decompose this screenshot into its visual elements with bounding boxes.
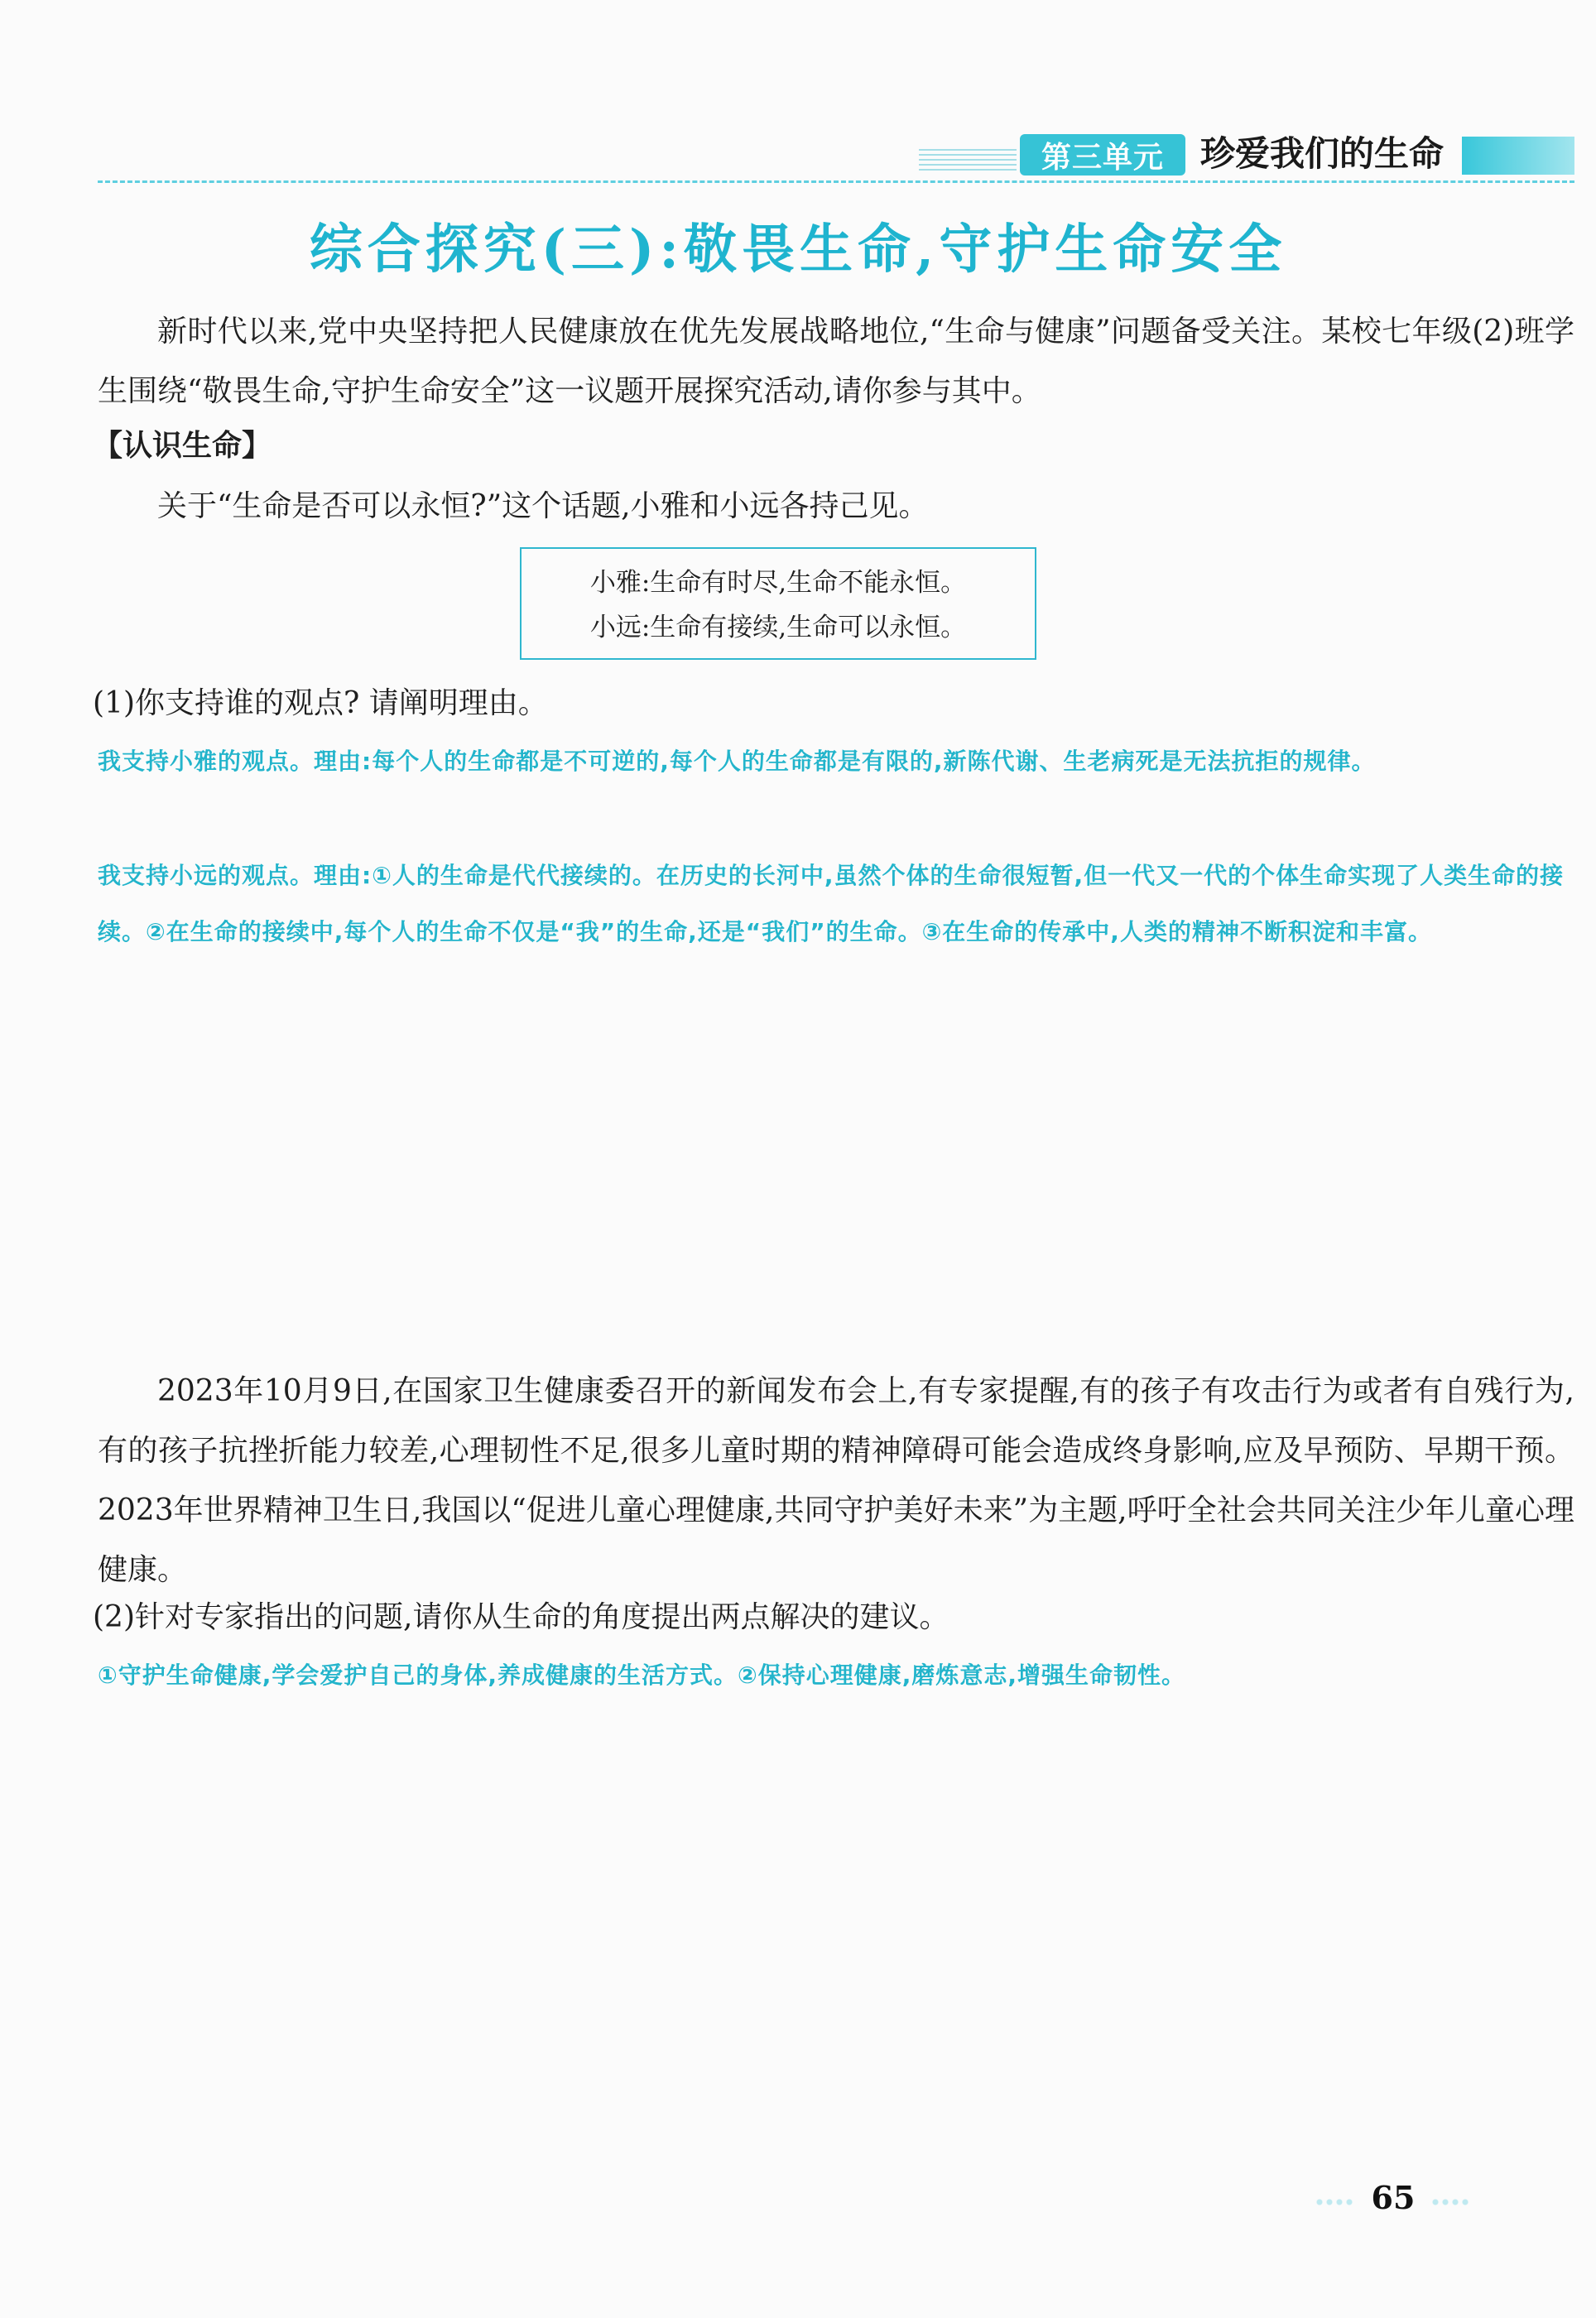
quote-box [520, 547, 1036, 660]
unit-label-badge: 第三单元 [1020, 134, 1185, 176]
page-number-dots-left [1315, 2198, 1356, 2206]
section1-lead: 关于“生命是否可以永恒?”这个话题,小雅和小远各持己见。 [157, 489, 929, 523]
section-heading-know-life: 【认识生命】 [93, 429, 272, 463]
answer-1-option-a: 我支持小雅的观点。理由:每个人的生命都是不可逆的,每个人的生命都是有限的,新陈代谢、生老病死是无法抗拒的规律。 [98, 748, 1376, 775]
intro-paragraph: 新时代以来,党中央坚持把人民健康放在优先发展战略地位,“生命与健康”问题备受关注。某校七年级(2)班学生围绕“敬畏生命,守护生命安全”这一议题开展探究活动,请你参与其中。 [98, 315, 1574, 408]
unit-title: 珍爱我们的生命 [1200, 133, 1445, 174]
answer-1-option-b: 我支持小远的观点。理由:①人的生命是代代接续的。在历史的长河中,虽然个体的生命很短暂,但一代又一代的个体生命实现了人类生命的接续。②在生命的接续中,每个人的生命不仅是“我”的生命,还是“我们”的生命。③在生命的传承中,人类的精神不断积淀和丰富。 [98, 862, 1565, 945]
page-number-dots-right [1430, 2198, 1472, 2206]
header-decoration-lines [919, 149, 1017, 171]
header-divider [98, 180, 1574, 183]
header-accent-bar [1462, 137, 1574, 175]
quote-xiaoyuan: 小远:生命有接续,生命可以永恒。 [589, 613, 967, 642]
page-number: 65 [1371, 2179, 1416, 2216]
question-1: (1)你支持谁的观点? 请阐明理由。 [93, 686, 548, 720]
page-title: 综合探究(三):敬畏生命,守护生命安全 [309, 219, 1287, 281]
news-passage: 2023年10月9日,在国家卫生健康委召开的新闻发布会上,有专家提醒,有的孩子有攻击行为或者有自残行为,有的孩子抗挫折能力较差,心理韧性不足,很多儿童时期的精神障碍可能会造成终身影响,应及早预防、早期干预。2023年世界精神卫生日,我国以“促进儿童心理健康,共同守护美好未来”为主题,呼吁全社会共同关注少年儿童心理健康。 [98, 1374, 1574, 1587]
answer-2: ①守护生命健康,学会爱护自己的身体,养成健康的生活方式。②保持心理健康,磨炼意志,增强生命韧性。 [98, 1662, 1185, 1689]
quote-xiaoya: 小雅:生命有时尽,生命不能永恒。 [589, 568, 967, 598]
question-2: (2)针对专家指出的问题,请你从生命的角度提出两点解决的建议。 [93, 1600, 949, 1634]
